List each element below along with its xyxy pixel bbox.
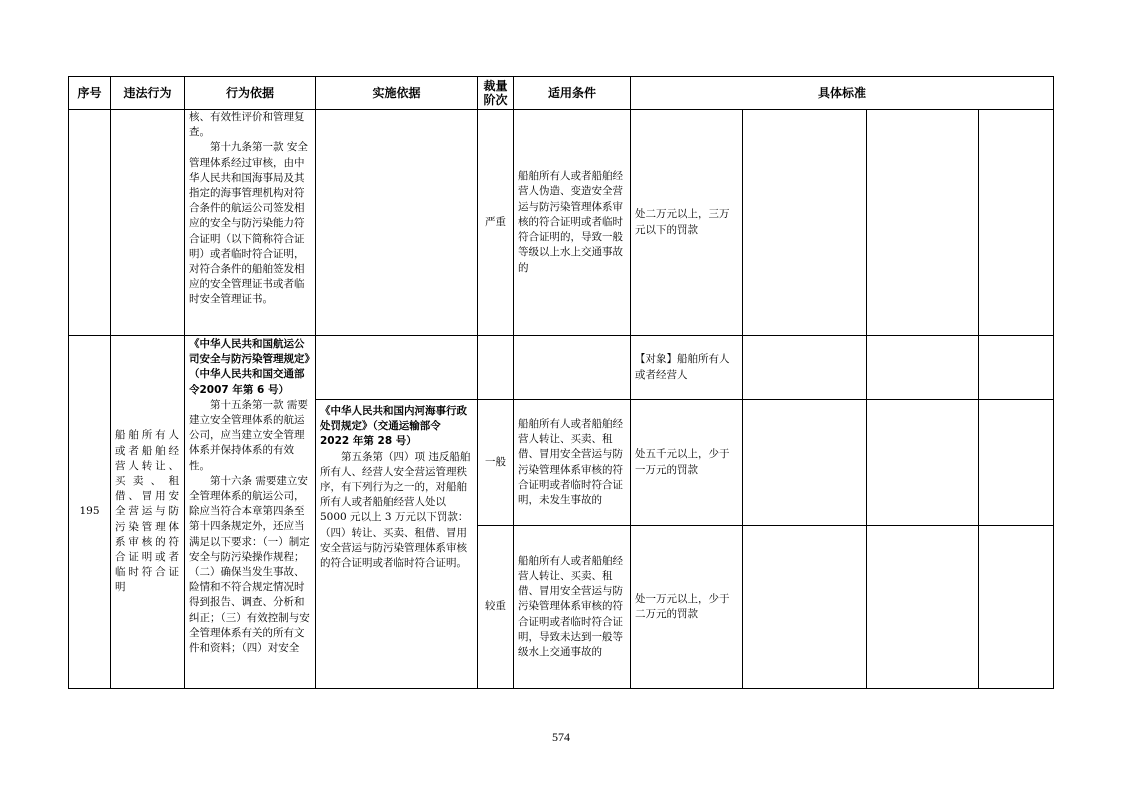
prev-level-cell	[478, 110, 514, 336]
prev-violation-cell	[111, 110, 185, 336]
tier-standard-cell	[631, 526, 743, 689]
penalty-standard-table	[68, 76, 1054, 689]
prev-basis-line1: 核、有效性评价和管理复查。	[189, 111, 305, 139]
prev-condition-cell	[514, 110, 631, 336]
enforcement-text: 第五条第（四）项 违反船舶所有人、经营人安全营运管理秩序，有下列行为之一的，对船舶所有人或者船舶经营人处以 5000 元以上 3 万元以下罚款：（四）转让、买卖、租借、冒用安全营运与防污染管理体系审核的符合证明或者临时符合证明。	[320, 450, 471, 570]
tier-empty-cell-2	[867, 526, 979, 689]
tier-empty-cell-1	[743, 526, 867, 689]
basis-paragraph-2: 第十六条 需要建立安全管理体系的航运公司，除应当符合本章第四条至第十四条规定外，还应当满足以下要求：（一）制定安全与防污染操作规程；（二）确保当发生事故、险情和不符合规定情况时得到报告、调查、分析和纠正；（三）有效控制与安全管理体系有关的所有文件和资料；（四）对安全	[189, 474, 310, 655]
tier-level-cell	[478, 400, 514, 526]
condition-empty-top	[514, 336, 631, 400]
header-basis: 行为依据	[185, 77, 316, 110]
prev-empty-cell-1	[743, 110, 867, 336]
tier-empty-cell-1	[743, 400, 867, 526]
page-number: 574	[552, 730, 570, 744]
prev-basis-line2: 第十九条第一款 安全管理体系经过审核，由中华人民共和国海事局及其指定的海事管理机构对符合条件的航运公司签发相应的安全与防污染能力符合证明（以下简称符合证明）或者临时符合证明，对符合条件的船舶签发相应的安全管理证书或者临时安全管理证书。	[189, 141, 308, 306]
header-violation: 违法行为	[111, 77, 185, 110]
prev-basis-cell	[185, 110, 316, 336]
prev-empty-cell-2	[867, 110, 979, 336]
prev-standard: 处二万元以上，三万元以下的罚款	[635, 208, 730, 236]
tier-condition: 船舶所有人或者船舶经营人转让、买卖、租借、冒用安全营运与防污染管理体系审核的符合证明或者临时符合证明，导致未达到一般等级水上交通事故的	[518, 554, 623, 658]
table-row	[69, 110, 1054, 336]
basis-cell	[185, 336, 316, 689]
object-cell	[631, 336, 743, 400]
prev-seq-cell	[69, 110, 111, 336]
header-seq: 序号	[69, 77, 111, 110]
seq-number: 195	[79, 505, 100, 518]
empty-cell-2	[867, 336, 979, 400]
header-level: 裁量阶次	[478, 77, 514, 110]
tier-empty-cell-3	[979, 400, 1054, 526]
header-standard: 具体标准	[631, 77, 1054, 110]
prev-level: 严重	[485, 215, 506, 228]
prev-enforcement-cell	[316, 110, 478, 336]
tier-condition: 船舶所有人或者船舶经营人转让、买卖、租借、冒用安全营运与防污染管理体系审核的符合证明或者临时符合证明，未发生事故的	[518, 417, 623, 506]
prev-empty-cell-3	[979, 110, 1054, 336]
header-enforcement: 实施依据	[316, 77, 478, 110]
tier-level-cell	[478, 526, 514, 689]
header-conditions: 适用条件	[514, 77, 631, 110]
enforcement-cell	[316, 400, 478, 689]
enforcement-title: 《中华人民共和国内河海事行政处罚规定》（交通运输部令 2022 年第 28 号）	[320, 405, 467, 448]
tier-level: 一般	[485, 455, 506, 468]
level-empty-top	[478, 336, 514, 400]
tier-empty-cell-3	[979, 526, 1054, 689]
enforcement-empty-top	[316, 336, 478, 400]
empty-cell-3	[979, 336, 1054, 400]
tier-standard-cell	[631, 400, 743, 526]
table-header-row	[69, 77, 1054, 110]
table-row	[69, 336, 1054, 400]
violation-text: 船舶所有人或者船舶经营人转让、买卖、租借、冒用安全营运与防污染管理体系审核的符合证明或者临时符合证明	[115, 429, 180, 594]
empty-cell-1	[743, 336, 867, 400]
object-label: 【对象】船舶所有人或者经营人	[635, 353, 730, 381]
tier-standard: 处一万元以上，少于二万元的罚款	[635, 592, 730, 620]
tier-condition-cell	[514, 400, 631, 526]
basis-paragraph-1: 第十五条第一款 需要建立安全管理体系的航运公司，应当建立安全管理体系并保持体系的有效性。	[189, 398, 308, 472]
seq-cell	[69, 336, 111, 689]
tier-empty-cell-2	[867, 400, 979, 526]
basis-title: 《中华人民共和国航运公司安全与防污染管理规定》（中华人民共和国交通部令2007 年第 6 号）	[189, 338, 310, 396]
tier-condition-cell	[514, 526, 631, 689]
prev-condition: 船舶所有人或者船舶经营人伪造、变造安全营运与防污染管理体系审核的符合证明或者临时符合证明的，导致一般等级以上水上交通事故的	[518, 170, 623, 274]
tier-standard: 处五千元以上，少于一万元的罚款	[635, 448, 730, 476]
prev-standard-cell	[631, 110, 743, 336]
tier-level: 较重	[485, 600, 506, 613]
violation-cell	[111, 336, 185, 689]
